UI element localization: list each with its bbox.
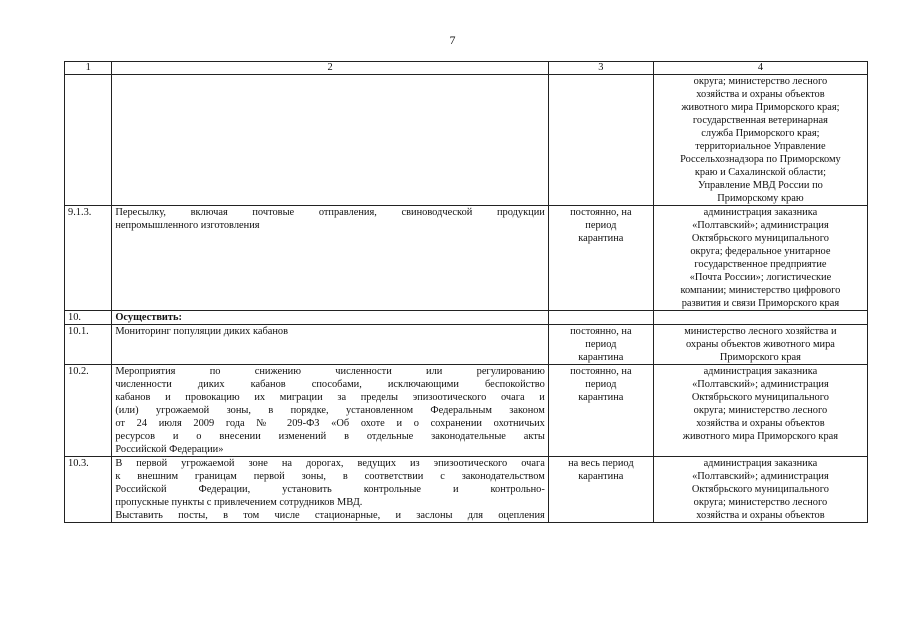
period-line: карантина bbox=[578, 352, 624, 363]
row-number: 10.1. bbox=[65, 325, 112, 365]
responsible-line: Приморского края bbox=[719, 352, 801, 363]
measure-text bbox=[112, 365, 549, 457]
responsible-line: Приморскому краю bbox=[717, 193, 804, 204]
responsible-line: округа; министерство лесного bbox=[693, 76, 828, 87]
responsible-line: компании; министерство цифрового bbox=[680, 285, 841, 296]
responsible-line: Октябрьского муниципального bbox=[691, 484, 829, 495]
responsible-line: «Полтавский»; администрация bbox=[692, 471, 829, 482]
measure-text-line: В первой угрожаемой зоне на дорогах, ведущих из эпизоотического очага bbox=[115, 458, 545, 469]
measure-text-line: ресурсов и о внесении изменений в отдельные законодательные акты bbox=[115, 431, 545, 442]
period-cell bbox=[548, 457, 653, 523]
responsible-cell bbox=[653, 365, 867, 457]
responsible-line: хозяйства и охраны объектов bbox=[696, 418, 825, 429]
measure-text-line: Российской Федерации, установить контрольные и контрольно- bbox=[115, 484, 545, 495]
period-cell bbox=[548, 311, 653, 325]
period-cell bbox=[548, 206, 653, 311]
table-row bbox=[65, 457, 868, 523]
period-line: карантина bbox=[578, 392, 624, 403]
measure-text bbox=[112, 206, 549, 311]
period-line: период bbox=[585, 379, 617, 390]
period-line: на весь период bbox=[568, 458, 634, 469]
responsible-line: государственное предприятие bbox=[694, 259, 827, 270]
measure-text: Мониторинг популяции диких кабанов bbox=[112, 325, 549, 365]
period-cell bbox=[548, 365, 653, 457]
responsible-line: министерство лесного хозяйства и bbox=[684, 326, 837, 337]
period-line: карантина bbox=[578, 233, 624, 244]
responsible-line: животного мира Приморского края bbox=[682, 431, 839, 442]
measure-text-line: Выставить посты, в том числе стационарные, и заслоны для оцепления bbox=[115, 510, 545, 521]
responsible-line: животного мира Приморского края; bbox=[681, 102, 840, 113]
header-col-4: 4 bbox=[653, 62, 867, 75]
responsible-cell bbox=[653, 311, 867, 325]
responsible-cell bbox=[653, 75, 867, 206]
row-number: 10. bbox=[65, 311, 112, 325]
responsible-cell bbox=[653, 206, 867, 311]
period-line: постоянно, на bbox=[570, 366, 632, 377]
period-line: период bbox=[585, 339, 617, 350]
measure-text-line: кабанов и провокацию их миграции за пределы эпизоотического очага и bbox=[115, 392, 545, 403]
responsible-cell bbox=[653, 325, 867, 365]
responsible-line: государственная ветеринарная bbox=[692, 115, 828, 126]
table-row bbox=[65, 75, 868, 206]
responsible-line: округа; федеральное унитарное bbox=[690, 246, 831, 257]
measure-text-line: численности диких кабанов способами, исключающими беспокойство bbox=[115, 379, 545, 390]
responsible-line: Россельхознадзора по Приморскому bbox=[680, 154, 841, 165]
responsible-line: администрация заказника bbox=[703, 207, 818, 218]
measure-text-line: пропускные пункты с привлечением сотрудников МВД. bbox=[115, 497, 363, 508]
responsible-line: хозяйства и охраны объектов bbox=[696, 510, 825, 521]
measure-text-line: Пересылку, включая почтовые отправления, свиноводческой продукции bbox=[115, 207, 545, 218]
table-header-row bbox=[65, 62, 868, 75]
measure-text-line: от 24 июля 2009 года № 209-ФЗ «Об охоте и о сохранении охотничьих bbox=[115, 418, 545, 429]
section-heading: Осуществить: bbox=[112, 311, 549, 325]
period-cell bbox=[548, 75, 653, 206]
table-row bbox=[65, 325, 868, 365]
row-number bbox=[65, 75, 112, 206]
table-row bbox=[65, 311, 868, 325]
responsible-line: округа; министерство лесного bbox=[693, 497, 828, 508]
responsible-line: администрация заказника bbox=[703, 458, 818, 469]
responsible-line: администрация заказника bbox=[703, 366, 818, 377]
measures-table bbox=[64, 61, 868, 523]
responsible-line: территориальное Управление bbox=[695, 141, 826, 152]
row-number: 10.2. bbox=[65, 365, 112, 457]
period-line: постоянно, на bbox=[570, 207, 632, 218]
measure-text-line: непромышленного изготовления bbox=[115, 220, 260, 231]
table-row bbox=[65, 206, 868, 311]
measure-text bbox=[112, 75, 549, 206]
period-line: период bbox=[585, 220, 617, 231]
measure-text-line: (или) угрожаемой зоны, в порядке, установленном Федеральным законом bbox=[115, 405, 545, 416]
measure-text-line: к внешним границам первой зоны, в соответствии с законодательством bbox=[115, 471, 545, 482]
responsible-line: «Полтавский»; администрация bbox=[692, 220, 829, 231]
responsible-line: служба Приморского края; bbox=[701, 128, 820, 139]
period-line: карантина bbox=[578, 471, 624, 482]
table-row bbox=[65, 365, 868, 457]
responsible-line: Октябрьского муниципального bbox=[691, 233, 829, 244]
responsible-line: округа; министерство лесного bbox=[693, 405, 828, 416]
period-cell bbox=[548, 325, 653, 365]
responsible-line: Управление МВД России по bbox=[698, 180, 823, 191]
page-number: 7 bbox=[449, 33, 456, 47]
row-number: 10.3. bbox=[65, 457, 112, 523]
header-col-1: 1 bbox=[65, 62, 112, 75]
header-col-3: 3 bbox=[548, 62, 653, 75]
responsible-cell bbox=[653, 457, 867, 523]
responsible-line: Октябрьского муниципального bbox=[691, 392, 829, 403]
measure-text-line: Мероприятия по снижению численности или регулированию bbox=[115, 366, 545, 377]
header-col-2: 2 bbox=[112, 62, 549, 75]
row-number: 9.1.3. bbox=[65, 206, 112, 311]
responsible-line: «Почта России»; логистические bbox=[689, 272, 832, 283]
responsible-line: развития и связи Приморского края bbox=[681, 298, 840, 309]
responsible-line: хозяйства и охраны объектов bbox=[696, 89, 825, 100]
measure-text bbox=[112, 457, 549, 523]
responsible-line: «Полтавский»; администрация bbox=[692, 379, 829, 390]
responsible-line: краю и Сахалинской области; bbox=[694, 167, 826, 178]
measure-text-line: Российской Федерации» bbox=[115, 444, 224, 455]
period-line: постоянно, на bbox=[570, 326, 632, 337]
responsible-line: охраны объектов животного мира bbox=[685, 339, 835, 350]
